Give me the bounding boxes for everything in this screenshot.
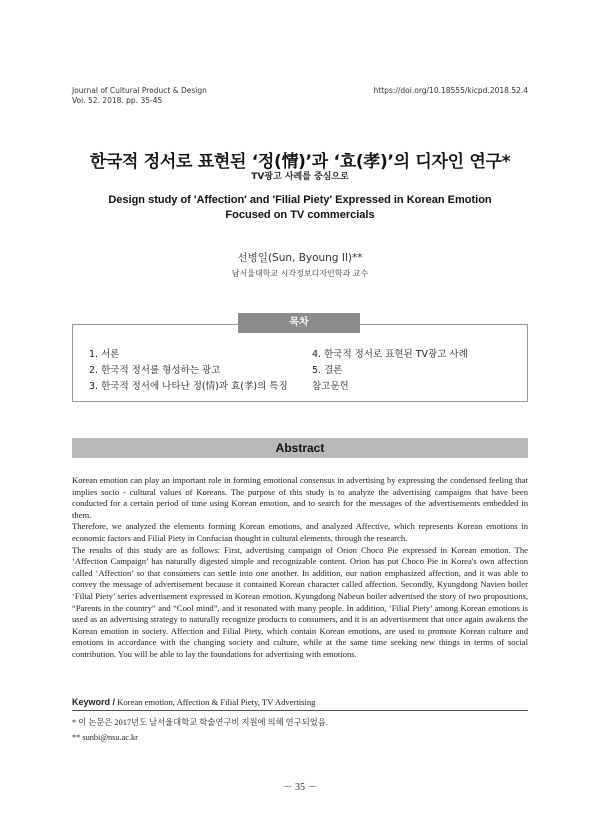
paper-title: 한국적 정서로 표현된 ‘정(情)’과 ‘효(孝)’의 디자인 연구* [89,152,511,172]
page-number: － 35 － [282,782,318,793]
footnote-funding: * 이 논문은 2017년도 남서울대학교 학술연구비 지원에 의해 연구되었음. [72,718,328,727]
doi-link[interactable]: https://doi.org/10.18555/kicpd.2018.52.4 [373,86,528,95]
journal-name: Journal of Cultural Product & Design [72,86,207,95]
keyword-label: Keyword / [72,697,116,707]
footnote-email: ** sunbi@nsu.ac.kr [72,733,138,742]
abstract-paragraph: Korean emotion can play an important role in forming emotional consensus in advertising by expressing the condensed feeling that implies socio - cultural values of Koreans. The purpose of this study is to analyze the advertising campaigns that have been conducted for a certain period of time using Korean emotion, and to search for the messages of the advertisements embedded in them. [72,475,528,520]
abstract-body [72,475,528,661]
footnote-divider [72,710,528,711]
author-name: 선병일(Sun, Byoung Il)** [237,252,363,264]
toc-item: 1. 서론 [89,349,120,360]
english-title [0,193,600,223]
journal-volume: Vol. 52. 2018. pp. 35-45 [72,96,163,105]
toc-item: 2. 한국적 정서를 형성하는 광고 [89,365,221,376]
abstract-paragraph: Therefore, we analyzed the elements forming Korean emotions, and analyzed Affective, which represents Korean emotions in economic factors and Filial Piety in Confucian thought in cultural elements, through the research. [72,521,528,543]
author-affiliation: 남서울대학교 시각정보디자인학과 교수 [231,269,369,278]
paper-subtitle: TV광고 사례를 중심으로 [251,172,349,182]
keyword-text: Korean emotion, Affection & Filial Piety, TV Advertising [117,697,316,707]
abstract-heading: Abstract [72,438,528,458]
toc-item: 3. 한국적 정서에 나타난 정(情)과 효(孝)의 특징 [89,381,288,392]
toc-item: 5. 결론 [312,365,343,376]
english-title-line2: Focused on TV commercials [225,209,375,221]
toc-item: 참고문헌 [312,381,349,392]
journal-header [72,86,207,106]
keywords [72,697,528,707]
toc-heading: 목차 [238,313,360,333]
abstract-paragraph: The results of this study are as follows: First, advertising campaign of Orion Choco Pie expressed in Korean emotion. The ‘Affection Campaign’ has naturally digested simple and recognizable content. Orion has put Choco Pie in Korea's own affection called ‘Affection’ so that consumers can settle into one another. In addition, our nation emphasized affection, and it was able to convey the message of advertisement because it contained Korean character called affection. Secondly, Kyungdong Navien boiler ‘Filial Piety’ series advertisement expressed in Korean emotion. Kyungdong Nabeun boiler advertised the story of two propositions, “Parents in the country” and “Cool mind”, and it resonated with many people. In addition, ‘Filial Piety’ among Korean emotions is used as an advertising strategy to naturally recognize products to consumers, and it is an advertisement that once again awakens the Korean emotion in society. Affection and Filial Piety, which contain Korean emotions, are used to promote Korean culture and emotions in accordance with the changing society and culture, while at the same time seeking new things in terms of social contribution. You will be able to lay the foundations for advertising with emotions. [72,544,528,659]
toc-item: 4. 한국적 정서로 표현된 TV광고 사례 [312,349,468,360]
english-title-line1: Design study of 'Affection' and 'Filial Piety' Expressed in Korean Emotion [108,194,492,206]
